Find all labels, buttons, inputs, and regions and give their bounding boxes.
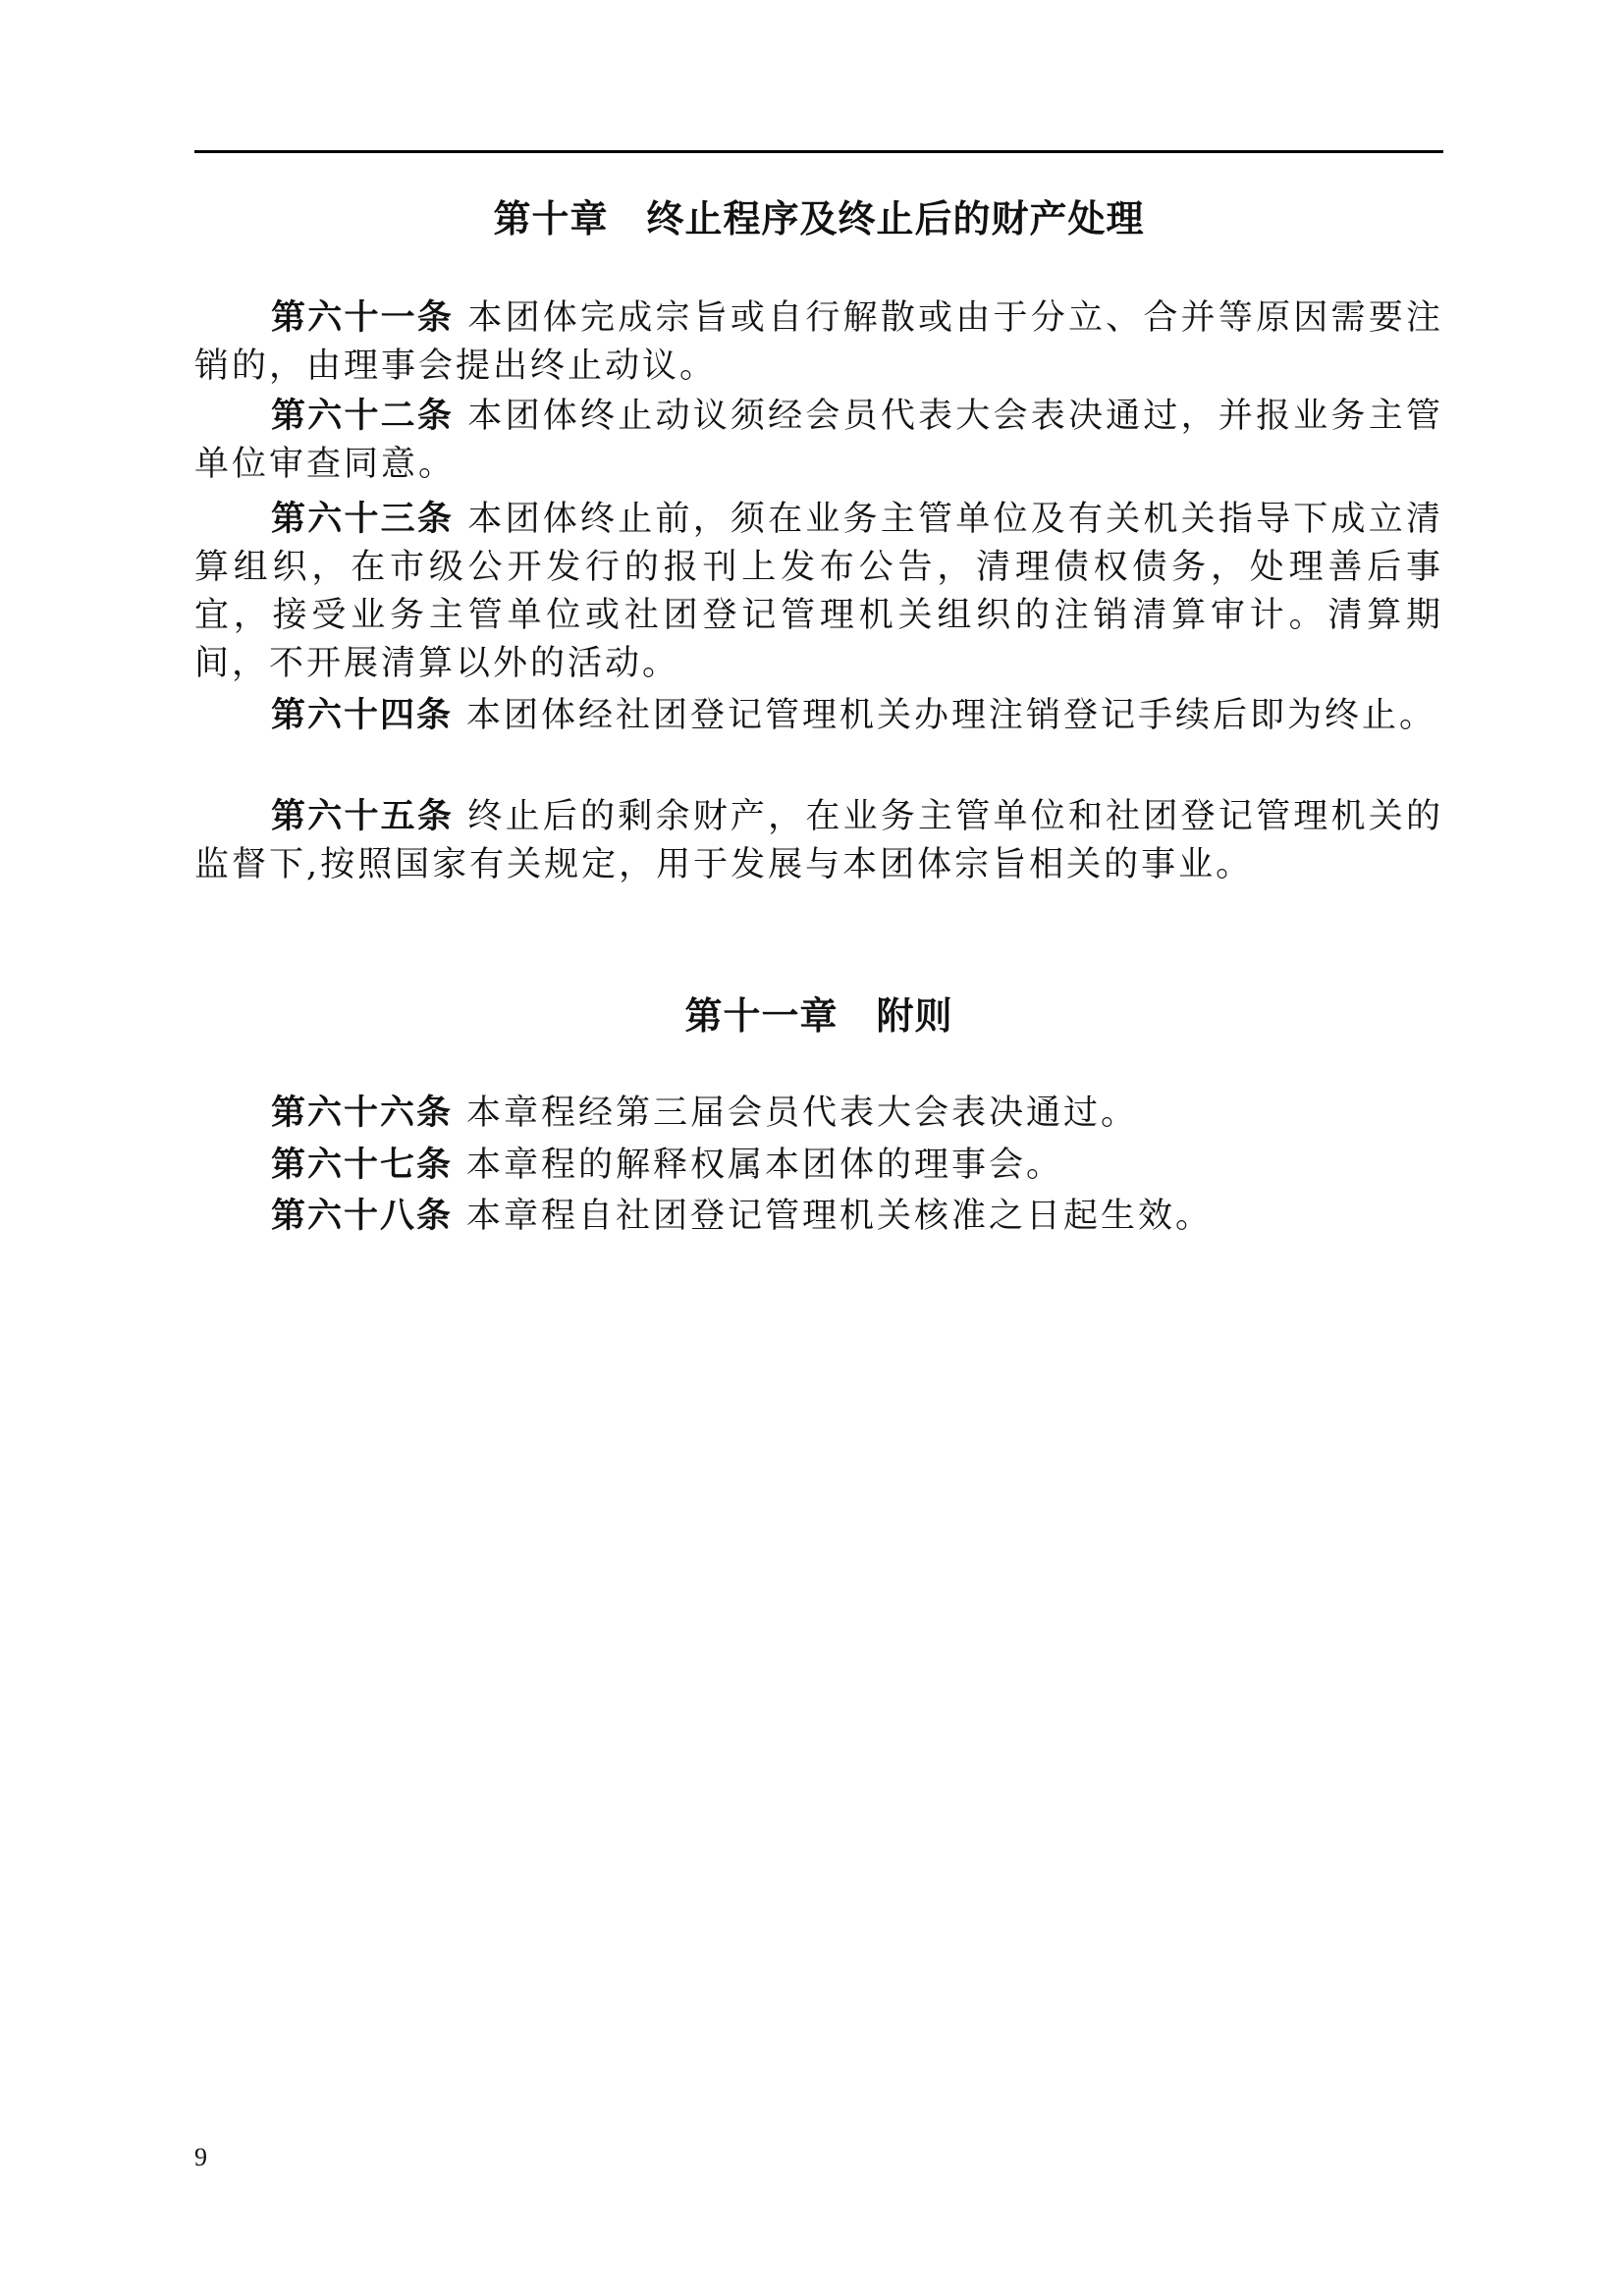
article-65-label: 第六十五条 [271,797,455,836]
article-62 [194,393,1443,489]
article-63-text: 本团体终止前，须在业务主管单位及有关机关指导下成立清算组织，在市级公开发行的报刊上发布公告，清理债权债务，处理善后事宜，接受业务主管单位或社团登记管理机关组织的注销清算审计。清算期间，不开展清算以外的活动。 [194,500,1443,683]
article-61 [194,294,1443,391]
header-rule [194,150,1443,153]
article-63 [194,496,1443,688]
article-64 [194,692,1443,740]
chapter-11-title: 第十一章 附则 [684,994,953,1038]
article-67 [194,1142,1443,1190]
article-66 [194,1090,1443,1138]
article-66-label: 第六十六条 [271,1094,454,1133]
page-number: 9 [194,2143,207,2171]
article-67-label: 第六十七条 [271,1146,454,1185]
article-62-text: 本团体终止动议须经会员代表大会表决通过，并报业务主管单位审查同意。 [194,397,1443,484]
article-61-text: 本团体完成宗旨或自行解散或由于分立、合并等原因需要注销的，由理事会提出终止动议。 [194,298,1443,386]
article-65 [194,793,1443,889]
article-64-text: 本团体经社团登记管理机关办理注销登记手续后即为终止。 [466,696,1437,735]
article-64-label: 第六十四条 [271,696,454,735]
article-68-text: 本章程自社团登记管理机关核准之日起生效。 [466,1197,1214,1236]
article-67-text: 本章程的解释权属本团体的理事会。 [466,1146,1064,1185]
article-68-label: 第六十八条 [271,1197,454,1236]
article-62-label: 第六十二条 [271,397,455,436]
article-68 [194,1193,1443,1241]
article-66-text: 本章程经第三届会员代表大会表决通过。 [466,1094,1139,1133]
chapter-10-title: 第十章 终止程序及终止后的财产处理 [493,197,1145,240]
article-63-label: 第六十三条 [271,500,455,539]
article-65-text: 终止后的剩余财产，在业务主管单位和社团登记管理机关的监督下,按照国家有关规定，用于发展与本团体宗旨相关的事业。 [194,797,1443,884]
article-61-label: 第六十一条 [271,298,455,338]
